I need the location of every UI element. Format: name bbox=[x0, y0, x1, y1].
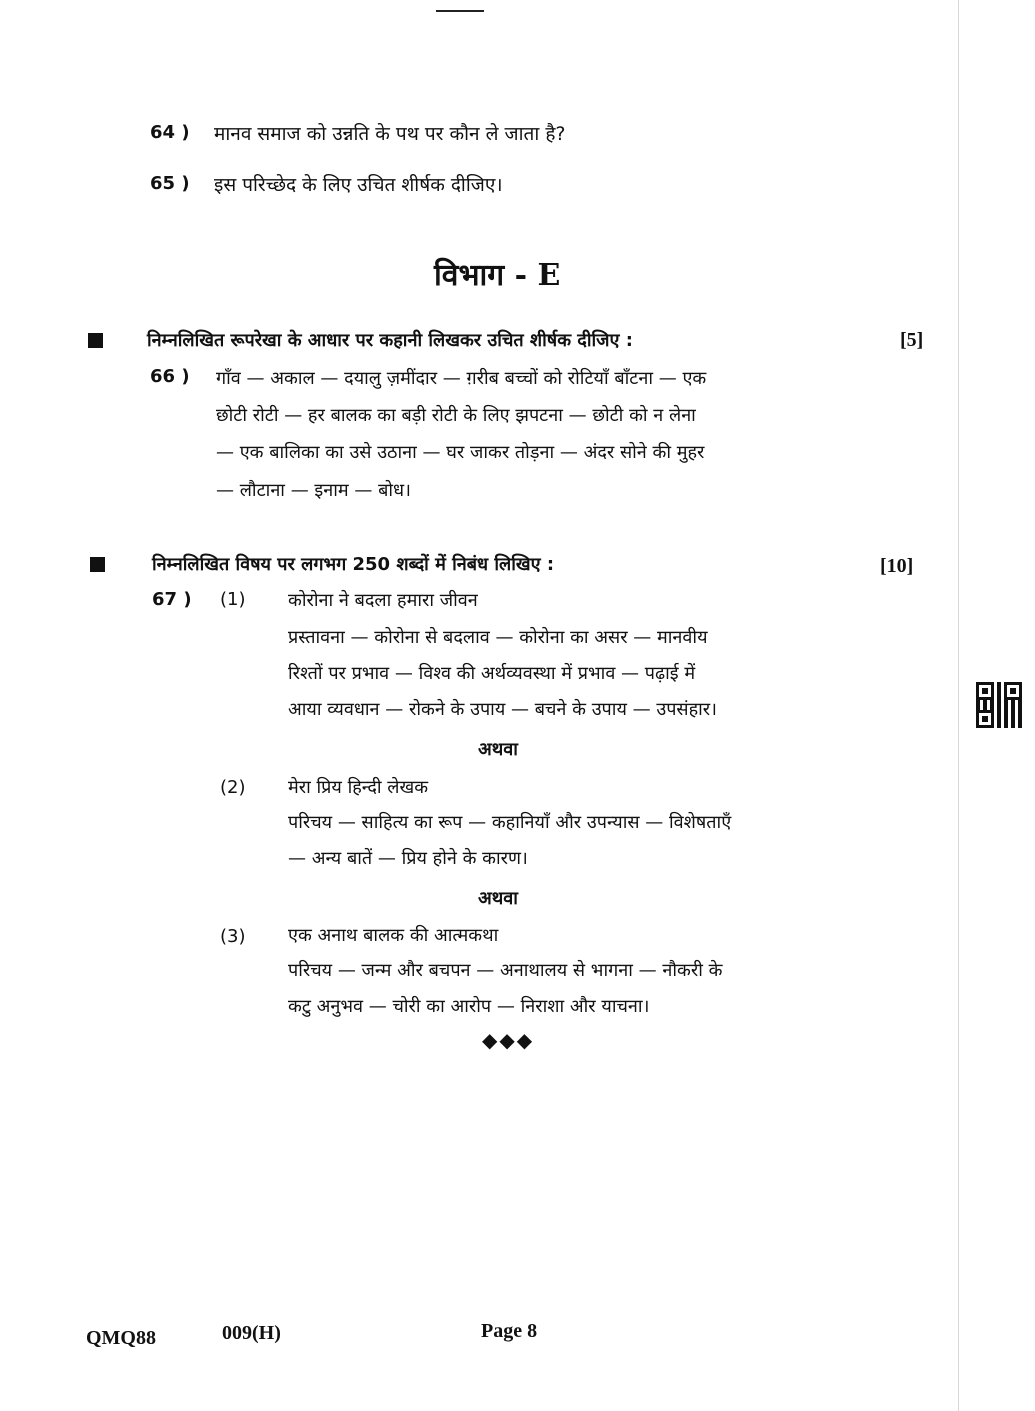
option-line: कटु अनुभव — चोरी का आरोप — निराशा और याचना। bbox=[288, 996, 650, 1017]
top-rule bbox=[436, 10, 484, 12]
option-line: रिश्तों पर प्रभाव — विश्व की अर्थव्यवस्था में प्रभाव — पढ़ाई में bbox=[288, 663, 696, 684]
story-line: गाँव — अकाल — दयालु ज़मींदार — ग़रीब बच्चों को रोटियाँ बाँटना — एक bbox=[216, 368, 707, 389]
story-line: — लौटाना — इनाम — बोध। bbox=[216, 480, 411, 501]
option-title: एक अनाथ बालक की आत्मकथा bbox=[288, 925, 499, 946]
story-line: — एक बालिका का उसे उठाना — घर जाकर तोड़ना — अंदर सोने की मुहर bbox=[216, 442, 705, 463]
option-line: परिचय — साहित्य का रूप — कहानियाँ और उपन्यास — विशेषताएँ bbox=[288, 812, 732, 833]
story-instruction: निम्नलिखित रूपरेखा के आधार पर कहानी लिखकर उचित शीर्षक दीजिए : bbox=[147, 330, 633, 351]
essay-marks: [10] bbox=[880, 555, 914, 577]
right-margin-line bbox=[958, 0, 959, 1411]
bullet-icon bbox=[88, 333, 103, 348]
question-number: 67 ) bbox=[152, 589, 192, 610]
option-line: — अन्य बातें — प्रिय होने के कारण। bbox=[288, 848, 528, 869]
essay-instruction: निम्नलिखित विषय पर लगभग 250 शब्दों में निबंध लिखिए : bbox=[152, 554, 555, 575]
option-line: प्रस्तावना — कोरोना से बदलाव — कोरोना का असर — मानवीय bbox=[288, 627, 708, 648]
qr-code-icon bbox=[976, 682, 1022, 728]
or-label: अथवा bbox=[478, 888, 518, 909]
option-line: परिचय — जन्म और बचपन — अनाथालय से भागना — नौकरी के bbox=[288, 960, 723, 981]
option-title: कोरोना ने बदला हमारा जीवन bbox=[288, 590, 478, 611]
end-mark: ◆◆◆ bbox=[482, 1028, 535, 1052]
option-index: (3) bbox=[220, 926, 246, 947]
question-number: 65 ) bbox=[150, 173, 190, 194]
question-number: 64 ) bbox=[150, 122, 190, 143]
story-line: छोटी रोटी — हर बालक का बड़ी रोटी के लिए झपटना — छोटी को न लेना bbox=[216, 405, 696, 426]
section-heading: विभाग - E bbox=[434, 258, 561, 293]
footer-subject: 009(H) bbox=[222, 1322, 281, 1344]
footer-page: Page 8 bbox=[481, 1320, 538, 1342]
option-index: (1) bbox=[220, 589, 246, 610]
footer-code: QMQ88 bbox=[86, 1327, 156, 1349]
or-label: अथवा bbox=[478, 739, 518, 760]
bullet-icon bbox=[90, 557, 105, 572]
question-number: 66 ) bbox=[150, 366, 190, 387]
question-text: इस परिच्छेद के लिए उचित शीर्षक दीजिए। bbox=[214, 174, 503, 196]
story-marks: [5] bbox=[900, 329, 924, 351]
question-text: मानव समाज को उन्नति के पथ पर कौन ले जाता है? bbox=[214, 123, 566, 145]
option-line: आया व्यवधान — रोकने के उपाय — बचने के उपाय — उपसंहार। bbox=[288, 699, 717, 720]
option-title: मेरा प्रिय हिन्दी लेखक bbox=[288, 777, 429, 798]
option-index: (2) bbox=[220, 777, 246, 798]
